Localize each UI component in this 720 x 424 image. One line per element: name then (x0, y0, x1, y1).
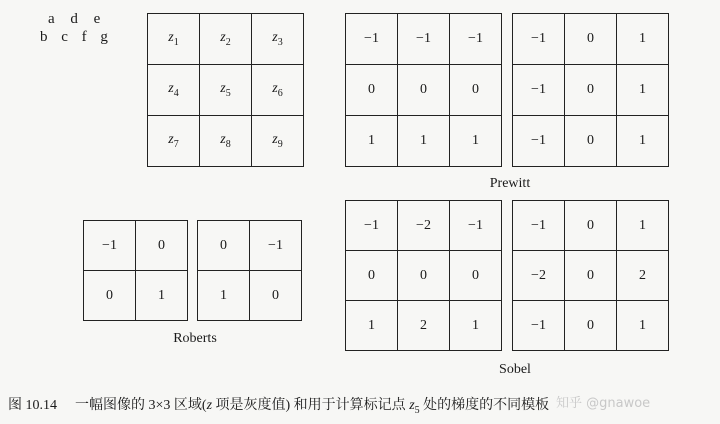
prewitt-y-cell: −1 (513, 65, 565, 116)
z-grid-row (148, 14, 304, 65)
z-value-grid (147, 13, 304, 167)
sobel-y-cell: 0 (565, 251, 617, 301)
sobel-x-cell: −1 (450, 201, 502, 251)
prewitt-x-cell: 0 (346, 65, 398, 116)
sobel-x-cell: 1 (346, 301, 398, 351)
sobel-y-cell: 2 (617, 251, 669, 301)
prewitt-x-row (346, 65, 502, 116)
caption-text-c: 处的梯度的不同模板 (419, 398, 550, 413)
prewitt-x-cell: 0 (450, 65, 502, 116)
prewitt-x-cell: 1 (346, 116, 398, 167)
sobel-y-row (513, 251, 669, 301)
z-grid-cell (148, 116, 200, 167)
z-index: 7 (173, 138, 179, 150)
sobel-x-row (346, 201, 502, 251)
z-value: $z_7$ (168, 132, 179, 150)
z-value: $z_9$ (272, 132, 283, 150)
sobel-y-cell: −1 (513, 201, 565, 251)
z-index: 1 (173, 36, 179, 48)
sobel-x-cell: 0 (346, 251, 398, 301)
z-grid-cell (252, 65, 304, 116)
z-index: 4 (173, 87, 179, 99)
prewitt-label: Prewitt (489, 176, 531, 191)
prewitt-mask-x (345, 13, 502, 167)
prewitt-y-cell: −1 (513, 14, 565, 65)
sobel-y-cell: 0 (565, 201, 617, 251)
z-grid-cell (200, 116, 252, 167)
sobel-y-cell: 0 (565, 301, 617, 351)
prewitt-y-cell: 1 (617, 116, 669, 167)
sobel-x-row (346, 301, 502, 351)
sobel-x-cell: 0 (450, 251, 502, 301)
prewitt-x-cell: 1 (450, 116, 502, 167)
roberts-1-cell: −1 (84, 221, 136, 271)
prewitt-y-row (513, 65, 669, 116)
sobel-x-cell: −2 (398, 201, 450, 251)
sobel-mask-y (512, 200, 669, 351)
sobel-y-row (513, 301, 669, 351)
sobel-x-cell: 1 (450, 301, 502, 351)
roberts-mask-2 (197, 220, 302, 321)
caption-z5: z (409, 398, 415, 413)
z-value: $z_3$ (272, 30, 283, 48)
roberts-2-row (198, 271, 302, 321)
roberts-mask-1 (83, 220, 188, 321)
sobel-y-cell: −2 (513, 251, 565, 301)
z-value: $z_6$ (272, 81, 283, 99)
roberts-1-cell: 1 (136, 271, 188, 321)
z-grid-cell (200, 65, 252, 116)
sobel-x-cell: 0 (398, 251, 450, 301)
roberts-1-row (84, 221, 188, 271)
caption-prefix: 图 10.14 (8, 398, 57, 413)
z-grid-row (148, 116, 304, 167)
roberts-2-cell: 1 (198, 271, 250, 321)
sobel-y-cell: 1 (617, 201, 669, 251)
prewitt-y-cell: 1 (617, 65, 669, 116)
roberts-1-cell: 0 (136, 221, 188, 271)
prewitt-y-cell: 0 (565, 116, 617, 167)
caption-z: z (206, 398, 213, 413)
prewitt-y-cell: 0 (565, 14, 617, 65)
panel-letters-row1: a d e (48, 11, 107, 27)
z-grid-cell (252, 116, 304, 167)
sobel-x-row (346, 251, 502, 301)
prewitt-mask-y (512, 13, 669, 167)
roberts-2-row (198, 221, 302, 271)
sobel-y-cell: −1 (513, 301, 565, 351)
panel-letters (40, 10, 113, 46)
z-grid-cell (200, 14, 252, 65)
z-index: 2 (225, 36, 231, 48)
prewitt-x-cell: −1 (346, 14, 398, 65)
prewitt-x-cell: 0 (398, 65, 450, 116)
caption-z5-sub: 5 (414, 404, 420, 416)
sobel-y-row (513, 201, 669, 251)
roberts-1-row (84, 271, 188, 321)
prewitt-y-row (513, 116, 669, 167)
prewitt-x-cell: −1 (398, 14, 450, 65)
z-grid-row (148, 65, 304, 116)
z-index: 8 (225, 138, 231, 150)
prewitt-y-row (513, 14, 669, 65)
z-grid-cell (148, 14, 200, 65)
prewitt-x-cell: −1 (450, 14, 502, 65)
prewitt-x-row (346, 14, 502, 65)
sobel-x-cell: −1 (346, 201, 398, 251)
roberts-2-cell: 0 (198, 221, 250, 271)
z-value: $z_8$ (220, 132, 231, 150)
z-value: $z_1$ (168, 30, 179, 48)
prewitt-y-cell: −1 (513, 116, 565, 167)
watermark: 知乎 @gnawoe (556, 396, 651, 411)
prewitt-y-cell: 0 (565, 65, 617, 116)
prewitt-x-row (346, 116, 502, 167)
figure-caption (8, 394, 549, 416)
z-index: 3 (277, 36, 283, 48)
roberts-1-cell: 0 (84, 271, 136, 321)
sobel-y-cell: 1 (617, 301, 669, 351)
caption-text-a: 一幅图像的 3×3 区域( (75, 398, 207, 413)
z-index: 9 (277, 138, 283, 150)
caption-text-b: 项是灰度值) 和用于计算标记点 (212, 398, 410, 413)
panel-letters-row2: b c f g (40, 29, 113, 45)
roberts-label: Roberts (173, 331, 217, 346)
z-value: $z_5$ (220, 81, 231, 99)
roberts-2-cell: −1 (250, 221, 302, 271)
roberts-2-cell: 0 (250, 271, 302, 321)
z-value: $z_4$ (168, 81, 179, 99)
sobel-mask-x (345, 200, 502, 351)
sobel-x-cell: 2 (398, 301, 450, 351)
z-index: 6 (277, 87, 283, 99)
z-value: $z_2$ (220, 30, 231, 48)
sobel-label: Sobel (499, 362, 531, 377)
prewitt-y-cell: 1 (617, 14, 669, 65)
prewitt-x-cell: 1 (398, 116, 450, 167)
z-index: 5 (225, 87, 231, 99)
z-grid-cell (252, 14, 304, 65)
z-grid-cell (148, 65, 200, 116)
